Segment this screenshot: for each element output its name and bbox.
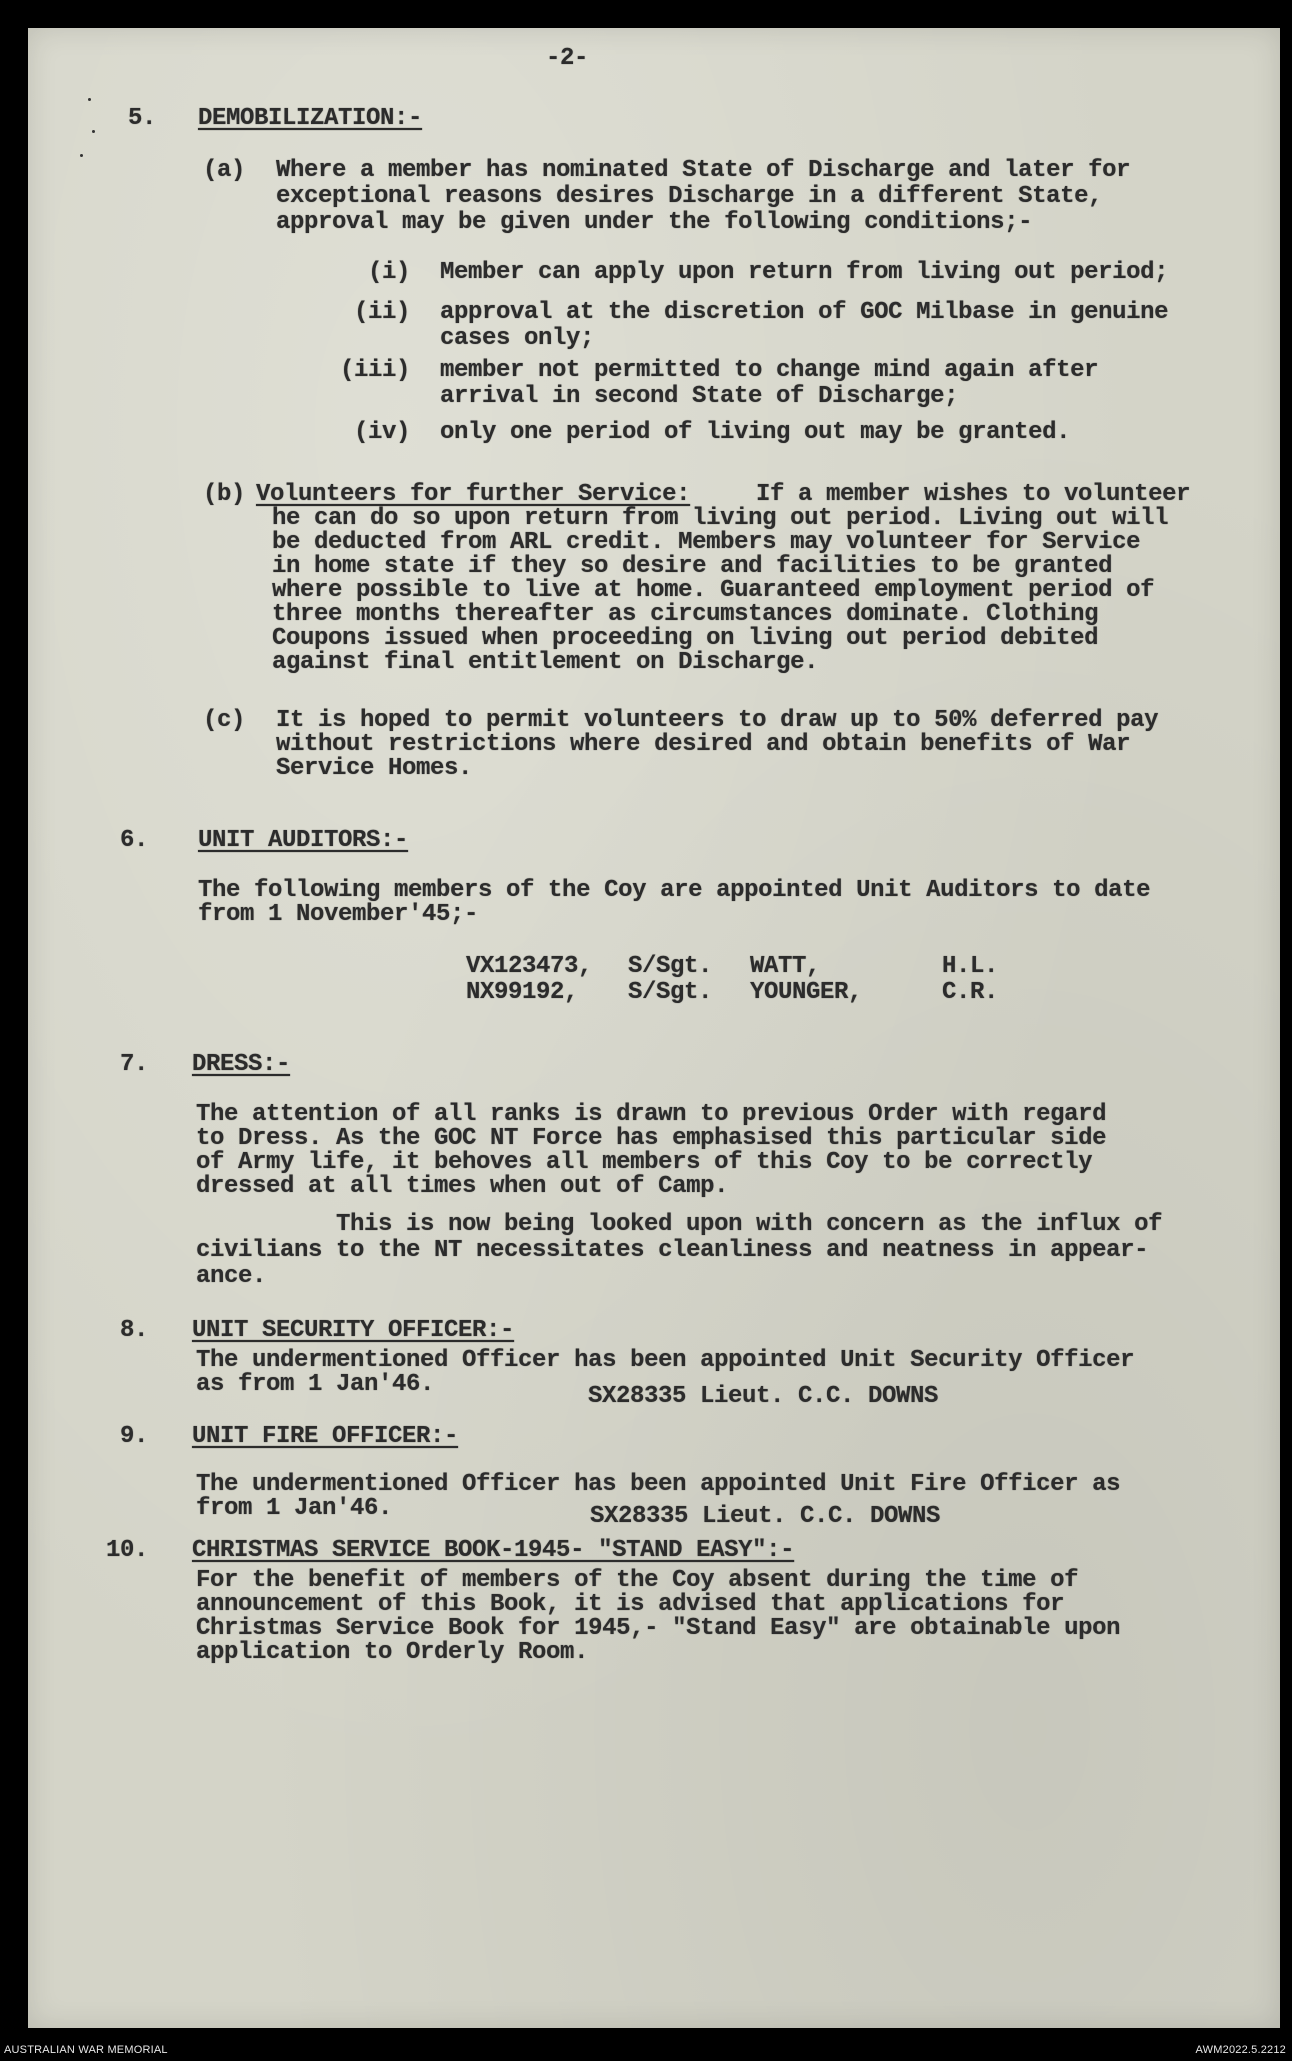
condition-text: member not permitted to change mind again after xyxy=(440,357,1099,384)
member-initials: H.L. xyxy=(942,953,999,980)
section-8-line: The undermentioned Officer has been appointed Unit Security Officer xyxy=(196,1347,1135,1374)
footer-accession-number: AWM2022.5.2212 xyxy=(1195,2044,1286,2056)
section-5b-line: he can do so upon return from living out period. Living out will xyxy=(272,505,1169,532)
section-9-officer: SX28335 Lieut. C.C. DOWNS xyxy=(590,1503,941,1530)
section-7-line: to Dress. As the GOC NT Force has emphasised this particular side xyxy=(196,1125,1107,1152)
condition-label: (ii) xyxy=(354,299,411,326)
section-7-number: 7. xyxy=(120,1051,149,1078)
section-5c-line: Service Homes. xyxy=(276,755,473,782)
section-8-number: 8. xyxy=(120,1317,149,1344)
section-5b-line: be deducted from ARL credit. Members may volunteer for Service xyxy=(272,529,1141,556)
section-6-title: UNIT AUDITORS:- xyxy=(198,827,409,854)
section-5b-line: Coupons issued when proceeding on living out period debited xyxy=(272,625,1099,652)
section-7-para2-line: civilians to the NT necessitates cleanliness and neatness in appear- xyxy=(196,1237,1149,1264)
footer-credit: AUSTRALIAN WAR MEMORIAL xyxy=(4,2044,168,2056)
member-name: YOUNGER, xyxy=(750,979,863,1006)
section-10-line: For the benefit of members of the Coy absent during the time of xyxy=(196,1567,1079,1594)
condition-label: (iv) xyxy=(354,419,411,446)
ink-speck xyxy=(88,98,91,101)
section-5b-line: in home state if they so desire and facilities to be granted xyxy=(272,553,1113,580)
section-5c-line: It is hoped to permit volunteers to draw up to 50% deferred pay xyxy=(276,707,1159,734)
section-8-title: UNIT SECURITY OFFICER:- xyxy=(192,1317,515,1344)
condition-label: (iii) xyxy=(340,357,411,384)
condition-text: arrival in second State of Discharge; xyxy=(440,383,959,410)
section-5a-label: (a) xyxy=(203,157,246,184)
page-number: -2- xyxy=(546,45,589,72)
section-5b-label: (b) xyxy=(203,481,246,508)
condition-text: approval at the discretion of GOC Milbase in genuine xyxy=(440,299,1169,326)
member-initials: C.R. xyxy=(942,979,999,1006)
section-6-number: 6. xyxy=(120,827,149,854)
section-5a-line: approval may be given under the following conditions;- xyxy=(276,209,1033,236)
section-5c-label: (c) xyxy=(203,707,246,734)
section-6-line: from 1 November'45;- xyxy=(198,901,479,928)
section-9-line: from 1 Jan'46. xyxy=(196,1495,393,1522)
section-5b-line: three months thereafter as circumstances dominate. Clothing xyxy=(272,601,1099,628)
ink-speck xyxy=(92,130,95,133)
section-7-line: of Army life, it behoves all members of this Coy to be correctly xyxy=(196,1149,1093,1176)
section-10-title: CHRISTMAS SERVICE BOOK-1945- "STAND EASY":- xyxy=(192,1537,795,1564)
section-8-officer: SX28335 Lieut. C.C. DOWNS xyxy=(588,1383,939,1410)
section-7-title: DRESS:- xyxy=(192,1051,291,1078)
member-number: NX99192, xyxy=(466,979,579,1006)
section-5a-line: Where a member has nominated State of Discharge and later for xyxy=(276,157,1131,184)
section-5b-line: If a member wishes to volunteer xyxy=(756,481,1191,508)
condition-label: (i) xyxy=(368,259,411,286)
section-5-number: 5. xyxy=(128,105,157,132)
section-10-line: application to Orderly Room. xyxy=(196,1639,589,1666)
member-number: VX123473, xyxy=(466,953,593,980)
ink-speck xyxy=(80,154,83,157)
member-name: WATT, xyxy=(750,953,821,980)
section-5b-line: where possible to live at home. Guaranteed employment period of xyxy=(272,577,1155,604)
section-6-line: The following members of the Coy are appointed Unit Auditors to date xyxy=(198,877,1151,904)
section-10-line: announcement of this Book, it is advised that applications for xyxy=(196,1591,1065,1618)
section-10-line: Christmas Service Book for 1945,- "Stand Easy" are obtainable upon xyxy=(196,1615,1121,1642)
section-5b-line: against final entitlement on Discharge. xyxy=(272,649,819,676)
section-9-line: The undermentioned Officer has been appointed Unit Fire Officer as xyxy=(196,1471,1121,1498)
document-page xyxy=(28,28,1280,2028)
condition-text: only one period of living out may be granted. xyxy=(440,419,1071,446)
section-9-number: 9. xyxy=(120,1423,149,1450)
section-5-title: DEMOBILIZATION:- xyxy=(198,105,423,132)
condition-text: cases only; xyxy=(440,325,595,352)
member-rank: S/Sgt. xyxy=(628,953,713,980)
section-9-title: UNIT FIRE OFFICER:- xyxy=(192,1423,459,1450)
section-5a-line: exceptional reasons desires Discharge in a different State, xyxy=(276,183,1103,210)
section-10-number: 10. xyxy=(106,1537,149,1564)
member-rank: S/Sgt. xyxy=(628,979,713,1006)
section-5b-heading: Volunteers for further Service: xyxy=(256,481,691,508)
section-5c-line: without restrictions where desired and obtain benefits of War xyxy=(276,731,1131,758)
section-8-line: as from 1 Jan'46. xyxy=(196,1371,435,1398)
section-7-line: dressed at all times when out of Camp. xyxy=(196,1173,729,1200)
section-7-line: The attention of all ranks is drawn to previous Order with regard xyxy=(196,1101,1107,1128)
condition-text: Member can apply upon return from living out period; xyxy=(440,259,1169,286)
section-7-para2-line: This is now being looked upon with concern as the influx of xyxy=(336,1211,1163,1238)
section-7-para2-line: ance. xyxy=(196,1263,267,1290)
